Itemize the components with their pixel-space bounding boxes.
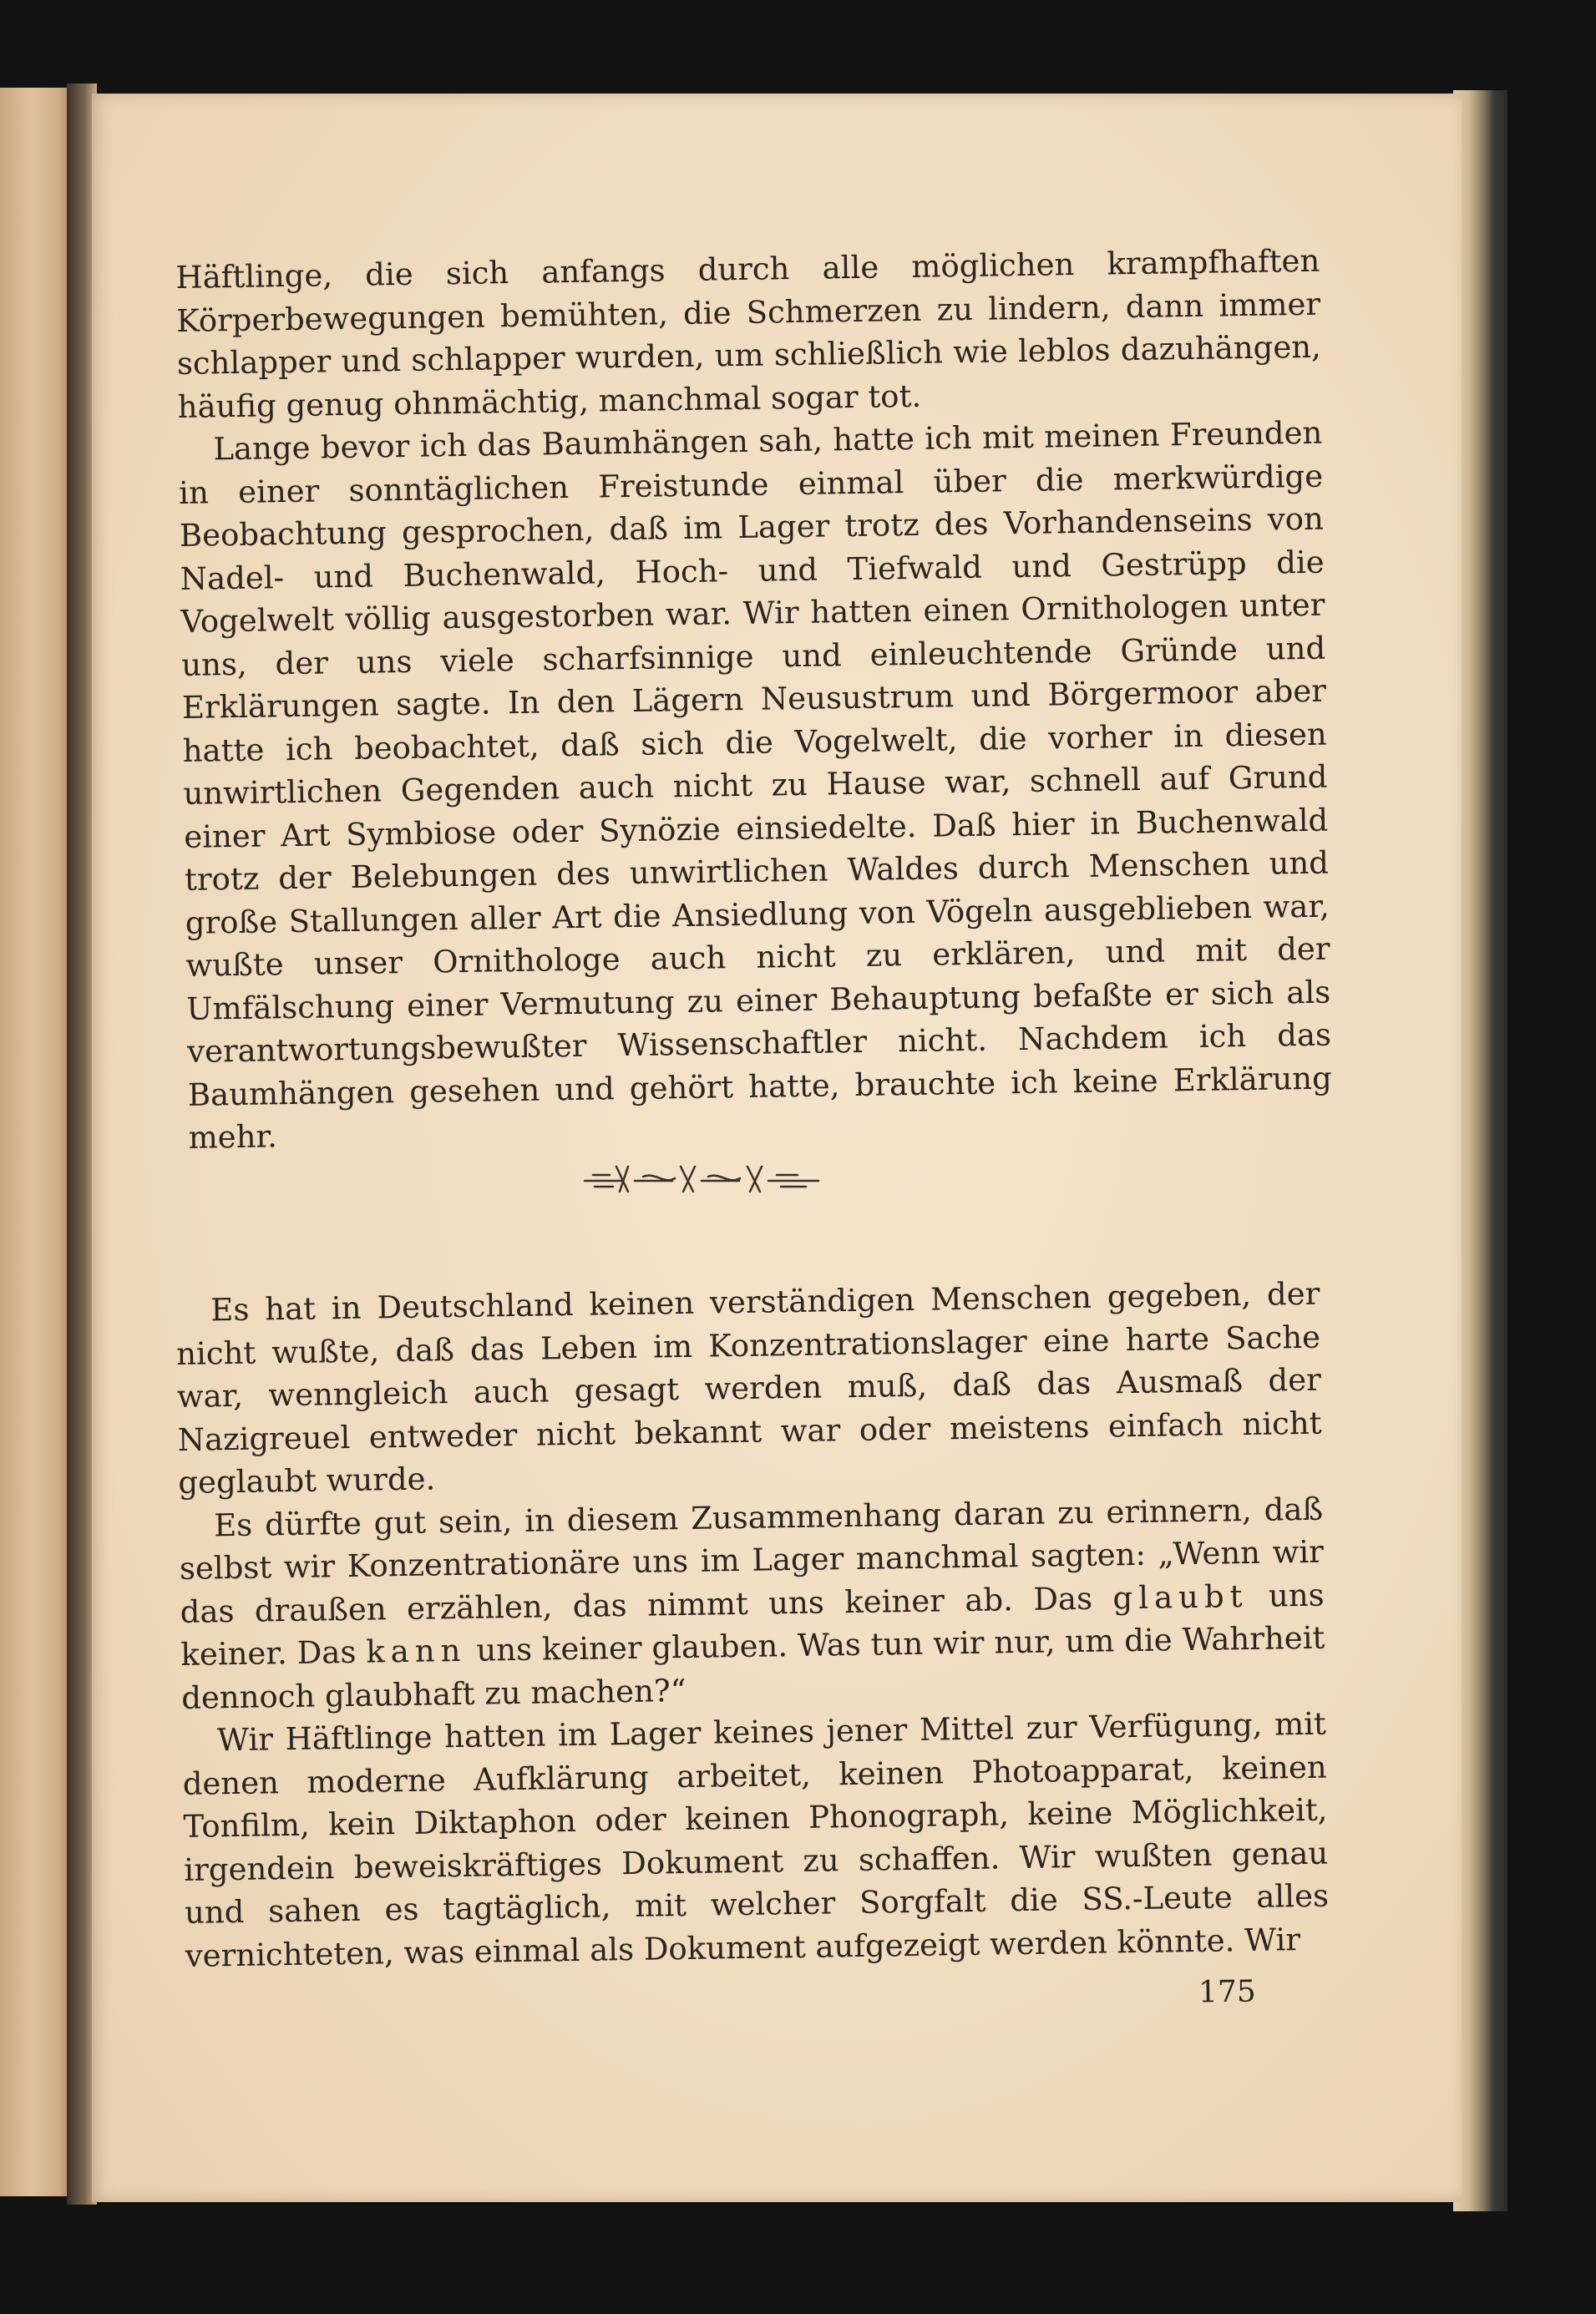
top-text-block [175,240,1333,1160]
paragraph-erinnern [179,1487,1326,1719]
page-number: 175 [1198,1974,1257,2010]
quote-text-part: uns keiner. Das [180,1577,1325,1673]
emphasized-word-kann: kann [366,1632,467,1670]
paragraph-haeftlinge-mittel: Wir Häftlinge hatten im Lager keines jener Mittel zur Verfügung, mit denen moderne Aufklärung arbeitet, keinen Photoapparat, keinen Tonfilm, kein Diktaphon oder keinen Phonograph, keine Möglichkeit, irgendein beweiskräftiges Dokument zu schaffen. Wir wußten genau und sahen es tagtäglich, mit welcher Sorgfalt die SS.-Leute alles vernichteten, was einmal als Dokument aufgezeigt werden könnte. Wir [182,1705,1330,1974]
section-divider-ornament-icon [576,1158,827,1200]
quote-text-part: uns keiner glauben. Was tun wir nur, um die Wahrheit dennoch glaubhaft zu machen?“ [180,1619,1325,1716]
book-page [92,94,1462,2202]
quote-text-part: Es dürfte gut sein, in diesem Zusammenhang daran zu erinnern, daß selbst wir Konzentrationäre uns im Lager manchmal sagten: „Wenn wir das draußen erzählen, das nimmt uns keiner ab. Das [179,1491,1325,1630]
paragraph-deutschland: Es hat in Deutschland keinen verständigen Menschen gegeben, der nicht wußte, daß das Leben im Konzentrationslager eine harte Sache war, wenngleich auch gesagt werden muß, daß das Ausmaß der Nazigreuel entweder nicht bekannt war oder meistens einfach nicht geglaubt wurde. [175,1275,1322,1501]
paragraph-baumhaengen: Lange bevor ich das Baumhängen sah, hatte ich mit meinen Freunden in einer sonntäglichen Freistunde einmal über die merkwürdige Beobachtung gesprochen, daß im Lager trotz des Vorhandenseins von Nadel- und Buchenwald, Hoch- und Tiefwald und Gestrüpp die Vogelwelt völlig ausgestorben war. Wir hatten einen Ornithologen unter uns, der uns viele scharfsinnige und einleuchtende Gründe und Erklärungen sagte. In den Lägern Neusustrum und Börgermoor aber hatte ich beobachtet, daß sich die Vogelwelt, die vorher in diesen unwirtlichen Gegenden auch nicht zu Hause war, schnell auf Grund einer Art Symbiose oder Synözie einsiedelte. Daß hier in Buchenwald trotz der Belebungen des unwirtlichen Waldes durch Menschen und große Stallungen aller Art die Ansiedlung von Vögeln ausgeblieben war, wußte unser Ornithologe auch nicht zu erklären, und mit der Umfälschung einer Vermutung zu einer Behauptung befaßte er sich als verantwortungsbewußter Wissenschaftler nicht. Nachdem ich das Baumhängen gesehen und gehört hatte, brauchte ich keine Erklärung mehr. [178,414,1333,1156]
bottom-text-block [175,1273,1330,1977]
paragraph-continuation: Häftlinge, die sich anfangs durch alle möglichen krampfhaften Körperbewegungen bemühten, die Schmerzen zu lindern, dann immer schlapper und schlapper wurden, um schließlich wie leblos dazuhängen, häufig genug ohnmächtig, manchmal sogar tot. [175,242,1322,425]
emphasized-word-glaubt: glaubt [1112,1577,1249,1616]
